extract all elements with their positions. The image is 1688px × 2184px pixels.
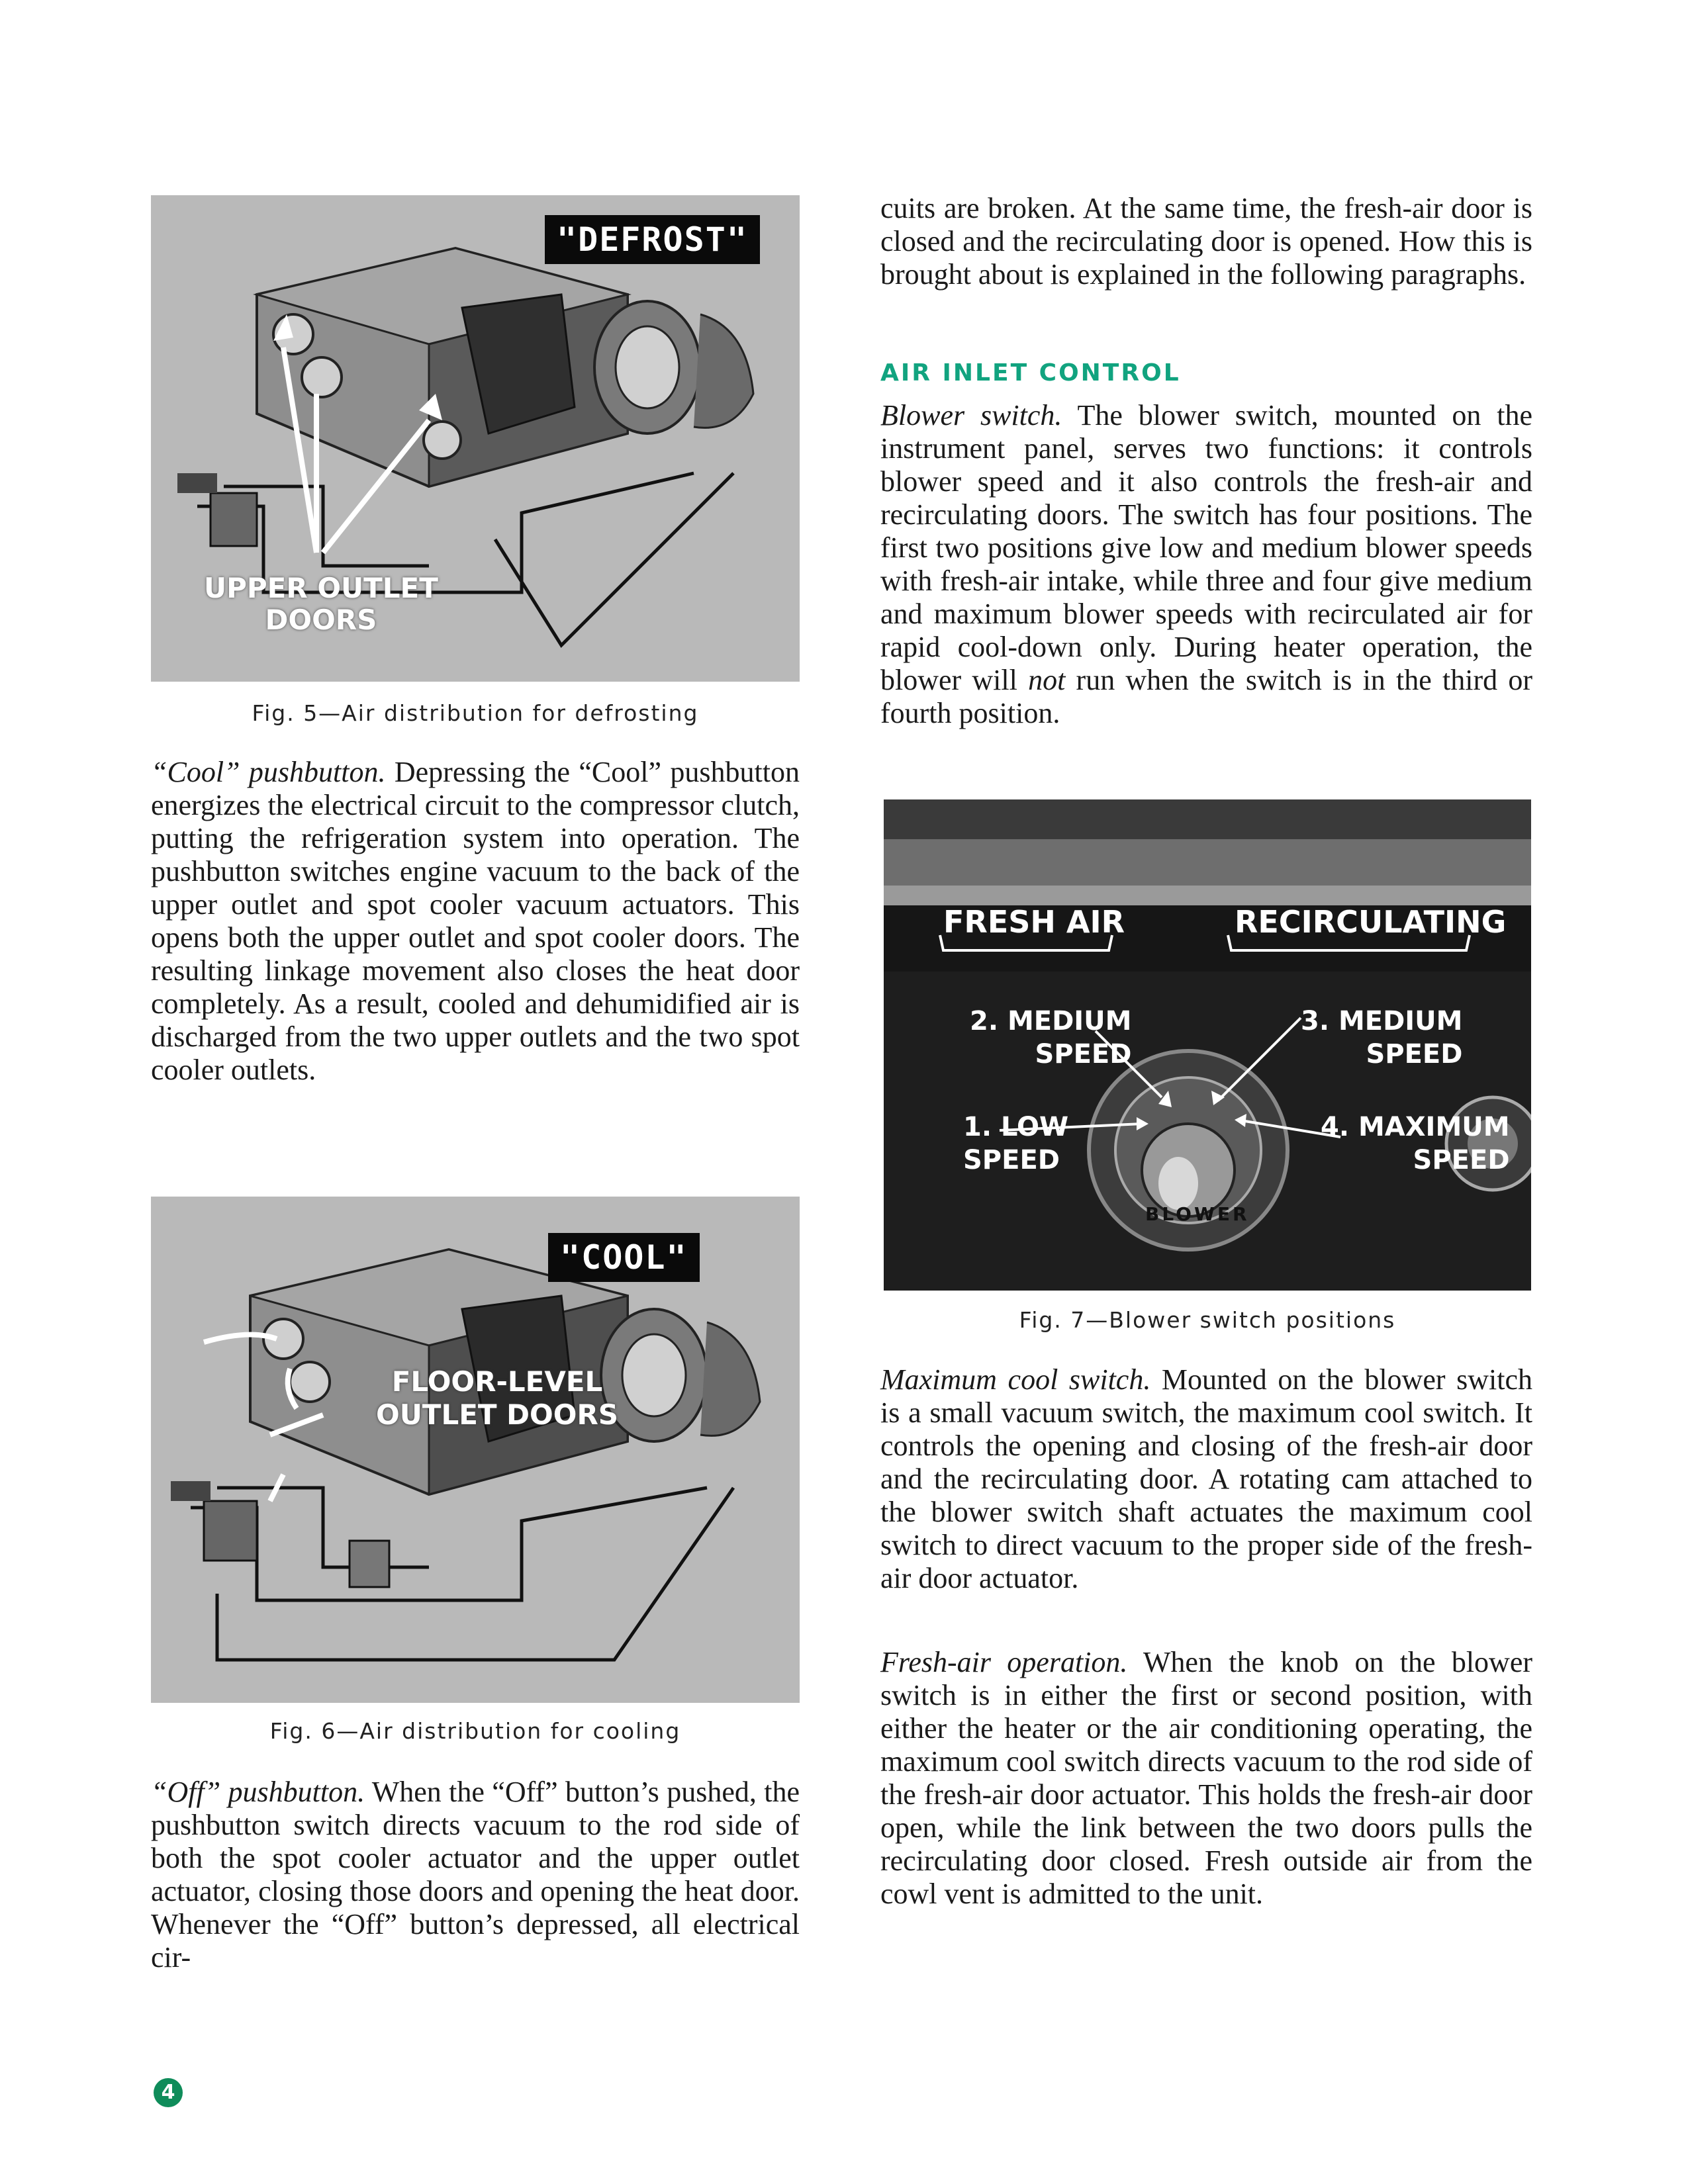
upper-outlet-label-line2: DOORS [265,604,377,636]
position-1-low-speed-label [963,1111,1068,1177]
pos1-line2: SPEED [963,1145,1060,1175]
cool-tag: "COOL" [548,1233,700,1282]
pos2-line2: SPEED [1035,1039,1132,1069]
position-3-medium-speed-label [1301,1005,1462,1071]
pos3-line2: SPEED [1366,1039,1463,1069]
maximum-cool-switch-paragraph [880,1363,1532,1595]
figure-7-blower-switch-photo [884,799,1531,1291]
maximum-cool-switch-lead: Maximum cool switch. [880,1363,1151,1396]
fresh-air-operation-text: When the knob on the blower switch is in either the first or second position, with either the heater or the air conditioning operating, the maximum cool switch directs vacuum to the rod side of the fresh-air door actuator. This holds the fresh-air door open, while the link between the two doors pulls the recirculating door closed. Fresh outside air from the cowl vent is admitted to the unit. [880,1646,1533,1910]
cool-pushbutton-lead: “Cool” pushbutton. [151,756,386,788]
fresh-air-label: FRESH AIR [943,904,1125,940]
fresh-air-operation-paragraph [880,1646,1532,1911]
cool-pushbutton-text: Depressing the “Cool” pushbutton energizes the electrical circuit to the compressor clutch, putting the refrigeration system into operation. The pushbutton switches engine vacuum to the back of the upper outlet and spot cooler vacuum actuators. This opens both the upper outlet and spot cooler doors. The resulting linkage movement also closes the heat door completely. As a result, cooled and dehumidified air is discharged from the two upper outlets and the two spot cooler outlets. [151,756,800,1086]
air-inlet-control-heading: AIR INLET CONTROL [880,359,1181,387]
figure-5-caption: Fig. 5—Air distribution for defrosting [252,700,699,726]
blower-switch-text-2: run when the switch is in the third or fourth position. [880,664,1532,729]
figure-6-cool-diagram [151,1197,800,1703]
position-2-medium-speed-label [970,1005,1131,1071]
blower-switch-text-1: The blower switch, mounted on the instrument panel, serves two functions: it controls blower speed and it also controls the fresh-air and recirculating doors. The switch has four positions. The first two positions give low and medium blower speeds with fresh-air intake, while three and four give medium and maximum blower speeds with recirculated air for rapid cool-down only. During heater operation, the blower will [880,399,1532,696]
blower-switch-emphasis: not [1028,664,1066,696]
off-pushbutton-text: When the “Off” button’s pushed, the pushbutton switch directs vacuum to the rod side of both the spot cooler actuator and the upper outlet actuator, closing those doors and opening the heat door. Whenever the “Off” button’s depressed, all electrical cir- [151,1776,800,1974]
fresh-air-operation-lead: Fresh-air operation. [880,1646,1128,1678]
page-number-badge: 4 [154,2078,183,2107]
pos1-line1: 1. LOW [963,1112,1069,1142]
upper-outlet-doors-label [204,572,438,636]
floor-level-label-line2: OUTLET DOORS [376,1398,619,1431]
figure-5-defrost-diagram [151,195,800,682]
floor-level-outlet-doors-label [376,1365,618,1432]
floor-level-label-line1: FLOOR-LEVEL [391,1365,603,1398]
pos2-line1: 2. MEDIUM [970,1006,1132,1036]
off-pushbutton-paragraph [151,1776,800,1974]
intro-paragraph: cuits are broken. At the same time, the fresh-air door is closed and the recirculating door is opened. How this is brought about is explained in the following paragraphs. [880,192,1532,291]
recirculating-label: RECIRCULATING [1235,904,1507,940]
cool-illustration [151,1197,800,1703]
off-pushbutton-lead: “Off” pushbutton. [151,1776,365,1808]
blower-switch-lead: Blower switch. [880,399,1062,432]
cool-pushbutton-paragraph [151,756,800,1087]
upper-outlet-label-line1: UPPER OUTLET [204,572,438,604]
figure-6-caption: Fig. 6—Air distribution for cooling [269,1718,681,1744]
pos3-line1: 3. MEDIUM [1301,1006,1463,1036]
blower-switch-paragraph [880,399,1532,730]
figure-7-caption: Fig. 7—Blower switch positions [1019,1307,1396,1333]
pos4-line2: SPEED [1413,1145,1510,1175]
pos4-line1: 4. MAXIMUM [1321,1112,1510,1142]
defrost-tag: "DEFROST" [545,215,760,264]
maximum-cool-switch-text: Mounted on the blower switch is a small vacuum switch, the maximum cool switch. It controls the opening and closing of the fresh-air door and the recirculating door. A rotating cam attached to the blower switch shaft actuates the maximum cool switch to direct vacuum to the proper side of the fresh-air door actuator. [880,1363,1532,1594]
position-4-maximum-speed-label [1321,1111,1510,1177]
blower-knob-text: BLOWER [1145,1203,1250,1225]
